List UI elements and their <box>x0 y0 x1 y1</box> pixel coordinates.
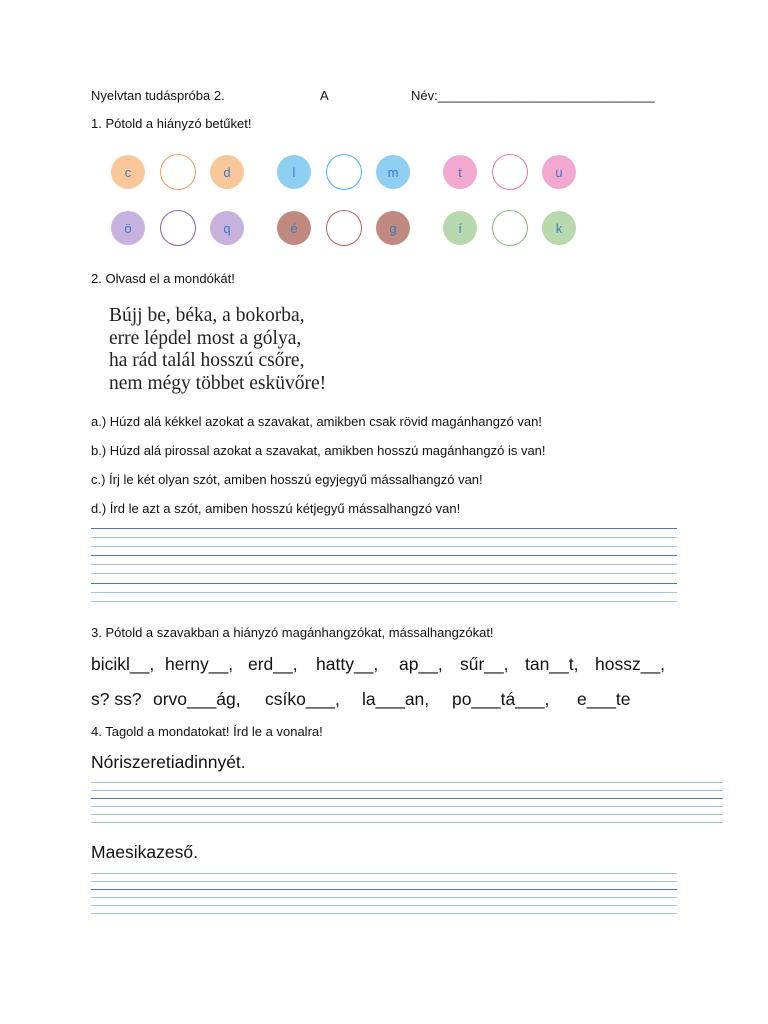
empty-circle-orange[interactable] <box>160 154 196 190</box>
empty-circle-pink[interactable] <box>492 154 528 190</box>
task2-c: c.) Írj le két olyan szót, amiben hosszú egyjegyű mássalhangzó van! <box>91 472 483 487</box>
letter-circle-e-acute: é <box>277 211 311 245</box>
fill-word: herny__, <box>165 654 234 674</box>
empty-circle-purple[interactable] <box>160 210 196 246</box>
task2-a: a.) Húzd alá kékkel azokat a szavakat, amikben csak rövid magánhangzó van! <box>91 414 542 429</box>
fill-word: sűr__, <box>460 654 509 674</box>
letter-circle-m: m <box>376 155 410 189</box>
fill-word: la___an, <box>362 689 430 709</box>
letter-circle-o-umlaut: ö <box>111 211 145 245</box>
letter-circle-g: g <box>376 211 410 245</box>
fill-word: hossz__, <box>595 654 666 674</box>
fill-word: ap__, <box>399 654 443 674</box>
letter-circle-l: l <box>277 155 311 189</box>
writing-lines-sentence-1[interactable] <box>91 782 723 826</box>
poem-line: nem mégy többet esküvőre! <box>109 372 327 394</box>
letter-circle-d: d <box>210 155 244 189</box>
task2-b: b.) Húzd alá pirossal azokat a szavakat, amikben hosszú magánhangzó is van! <box>91 443 546 458</box>
worksheet-title: Nyelvtan tudáspróba 2. <box>91 88 225 103</box>
fill-word: erd__, <box>248 654 298 674</box>
empty-circle-green[interactable] <box>492 210 528 246</box>
poem-line: Bújj be, béka, a bokorba, <box>109 305 305 326</box>
letter-circle-t: t <box>443 155 477 189</box>
empty-circle-brown[interactable] <box>326 210 362 246</box>
writing-lines-task2[interactable] <box>91 528 677 608</box>
task2-title: 2. Olvasd el a mondókát! <box>91 271 235 286</box>
letter-circle-q: q <box>210 211 244 245</box>
fill-word: e___te <box>577 689 631 709</box>
letter-circle-k: k <box>542 211 576 245</box>
group-label: A <box>320 88 329 103</box>
poem-line: erre lépdel most a gólya, <box>109 327 302 349</box>
letter-circle-c: c <box>111 155 145 189</box>
poem-line: ha rád talál hosszú csőre, <box>109 350 305 371</box>
fill-word: po___tá___, <box>452 689 550 709</box>
letter-circle-u: u <box>542 155 576 189</box>
fill-word: csíko___, <box>265 689 340 709</box>
task1-title: 1. Pótold a hiányzó betűket! <box>91 116 252 131</box>
fill-word: hatty__, <box>316 654 379 674</box>
task4-title: 4. Tagold a mondatokat! Írd le a vonalra! <box>91 724 323 739</box>
letter-circle-i-acute: í <box>443 211 477 245</box>
task3-title: 3. Pótold a szavakban a hiányzó magánhangzókat, mássalhangzókat! <box>91 625 494 640</box>
task2-d: d.) Írd le azt a szót, amiben hosszú kétjegyű mássalhangzó van! <box>91 501 461 516</box>
fill-word: orvo___ág, <box>153 689 241 709</box>
writing-lines-sentence-2[interactable] <box>91 873 677 917</box>
fill-hint: s? ss? <box>91 689 142 709</box>
sentence-2: Maesikazeső. <box>91 842 198 862</box>
poem <box>109 305 326 395</box>
name-field[interactable]: Név:______________________________ <box>411 88 655 103</box>
fill-word: tan__t, <box>525 654 579 674</box>
fill-word: bicikl__, <box>91 654 155 674</box>
sentence-1: Nóriszeretiadinnyét. <box>91 752 246 772</box>
empty-circle-blue[interactable] <box>326 154 362 190</box>
